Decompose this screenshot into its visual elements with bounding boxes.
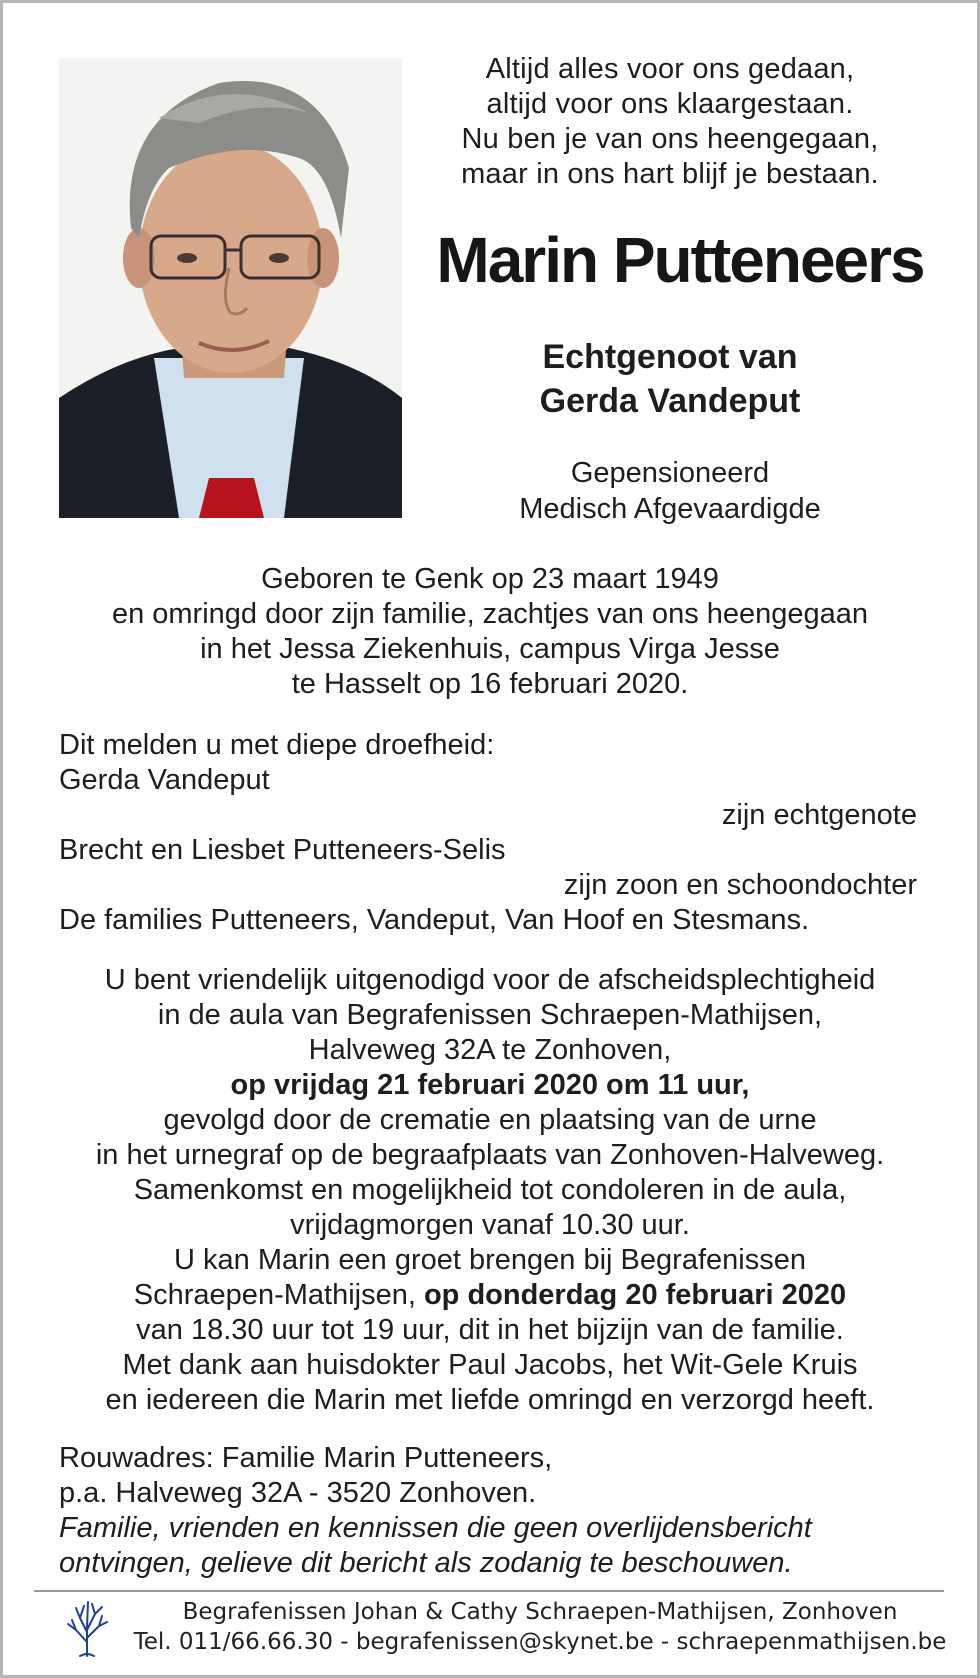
ceremony-line: U bent vriendelijk uitgenodigd voor de afscheidsplechtigheid bbox=[104, 964, 876, 996]
funeral-home-footer bbox=[100, 1597, 980, 1657]
mourner-role: zijn zoon en schoondochter bbox=[563, 869, 917, 901]
mourner-name: Gerda Vandeput bbox=[59, 764, 270, 796]
visitation-date: op donderdag 20 februari 2020 bbox=[423, 1279, 847, 1311]
occupation-block bbox=[430, 455, 910, 527]
ceremony-line: Met dank aan huisdokter Paul Jacobs, het Wit-Gele Kruis bbox=[122, 1349, 858, 1381]
ceremony-line: gevolgd door de crematie en plaatsing van de urne bbox=[163, 1104, 817, 1136]
info-line: en omringd door zijn familie, zachtjes van ons heengegaan bbox=[111, 598, 869, 630]
poem-line: maar in ons hart blijf je bestaan. bbox=[461, 158, 879, 190]
mourner-name: Brecht en Liesbet Putteneers-Selis bbox=[59, 834, 506, 866]
funeral-home-contact: Tel. 011/66.66.30 - begrafenissen@skynet.be - schraepenmathijsen.be bbox=[133, 1629, 947, 1655]
ceremony-info bbox=[30, 963, 950, 1418]
ceremony-line: Schraepen-Mathijsen, bbox=[133, 1279, 424, 1311]
mourners-intro: Dit melden u met diepe droefheid: bbox=[59, 729, 495, 761]
poem bbox=[430, 52, 910, 192]
ceremony-line: Samenkomst en mogelijkheid tot condoleren in de aula, bbox=[133, 1174, 847, 1206]
birth-death-info bbox=[40, 562, 940, 702]
occupation-line: Gepensioneerd bbox=[570, 457, 770, 489]
info-line: in het Jessa Ziekenhuis, campus Virga Jesse bbox=[200, 633, 780, 665]
ceremony-line: van 18.30 uur tot 19 uur, dit in het bijzijn van de familie. bbox=[136, 1314, 844, 1346]
mourning-address bbox=[59, 1441, 939, 1581]
footer-divider bbox=[34, 1590, 944, 1592]
notice-note: ontvingen, gelieve dit bericht als zodanig te beschouwen. bbox=[59, 1547, 793, 1579]
notice-note: Familie, vrienden en kennissen die geen overlijdensbericht bbox=[59, 1512, 812, 1544]
ceremony-line: in de aula van Begrafenissen Schraepen-Mathijsen, bbox=[157, 999, 823, 1031]
ceremony-line: in het urnegraf op de begraafplaats van Zonhoven-Halveweg. bbox=[95, 1139, 885, 1171]
spouse-name: Gerda Vandeput bbox=[539, 382, 801, 420]
mourner-role: zijn echtgenote bbox=[721, 799, 917, 831]
funeral-home-name: Begrafenissen Johan & Cathy Schraepen-Mathijsen, Zonhoven bbox=[182, 1599, 898, 1625]
poem-line: Nu ben je van ons heengegaan, bbox=[461, 123, 879, 155]
ceremony-date: op vrijdag 21 februari 2020 om 11 uur, bbox=[230, 1069, 750, 1101]
spouse-line: Echtgenoot van bbox=[542, 338, 798, 376]
occupation-line: Medisch Afgevaardigde bbox=[519, 493, 821, 525]
portrait-photo bbox=[59, 58, 402, 518]
info-line: Geboren te Genk op 23 maart 1949 bbox=[261, 563, 719, 595]
portrait-icon bbox=[59, 58, 402, 518]
deceased-name: Marin Putteneers bbox=[436, 224, 924, 296]
info-line: te Hasselt op 16 februari 2020. bbox=[291, 668, 689, 700]
address-line: Rouwadres: Familie Marin Putteneers, bbox=[59, 1442, 553, 1474]
mourner-families: De families Putteneers, Vandeput, Van Hoof en Stesmans. bbox=[59, 904, 810, 936]
ceremony-line: Halveweg 32A te Zonhoven, bbox=[308, 1034, 672, 1066]
mourners-list bbox=[59, 728, 917, 938]
poem-line: altijd voor ons klaargestaan. bbox=[486, 88, 854, 120]
ceremony-line: en iedereen die Marin met liefde omringd en verzorgd heeft. bbox=[105, 1384, 875, 1416]
ceremony-line: vrijdagmorgen vanaf 10.30 uur. bbox=[290, 1209, 690, 1241]
ceremony-line: U kan Marin een groet brengen bij Begrafenissen bbox=[174, 1244, 806, 1276]
spouse-block bbox=[430, 335, 910, 423]
address-line: p.a. Halveweg 32A - 3520 Zonhoven. bbox=[59, 1477, 537, 1509]
poem-line: Altijd alles voor ons gedaan, bbox=[485, 53, 855, 85]
